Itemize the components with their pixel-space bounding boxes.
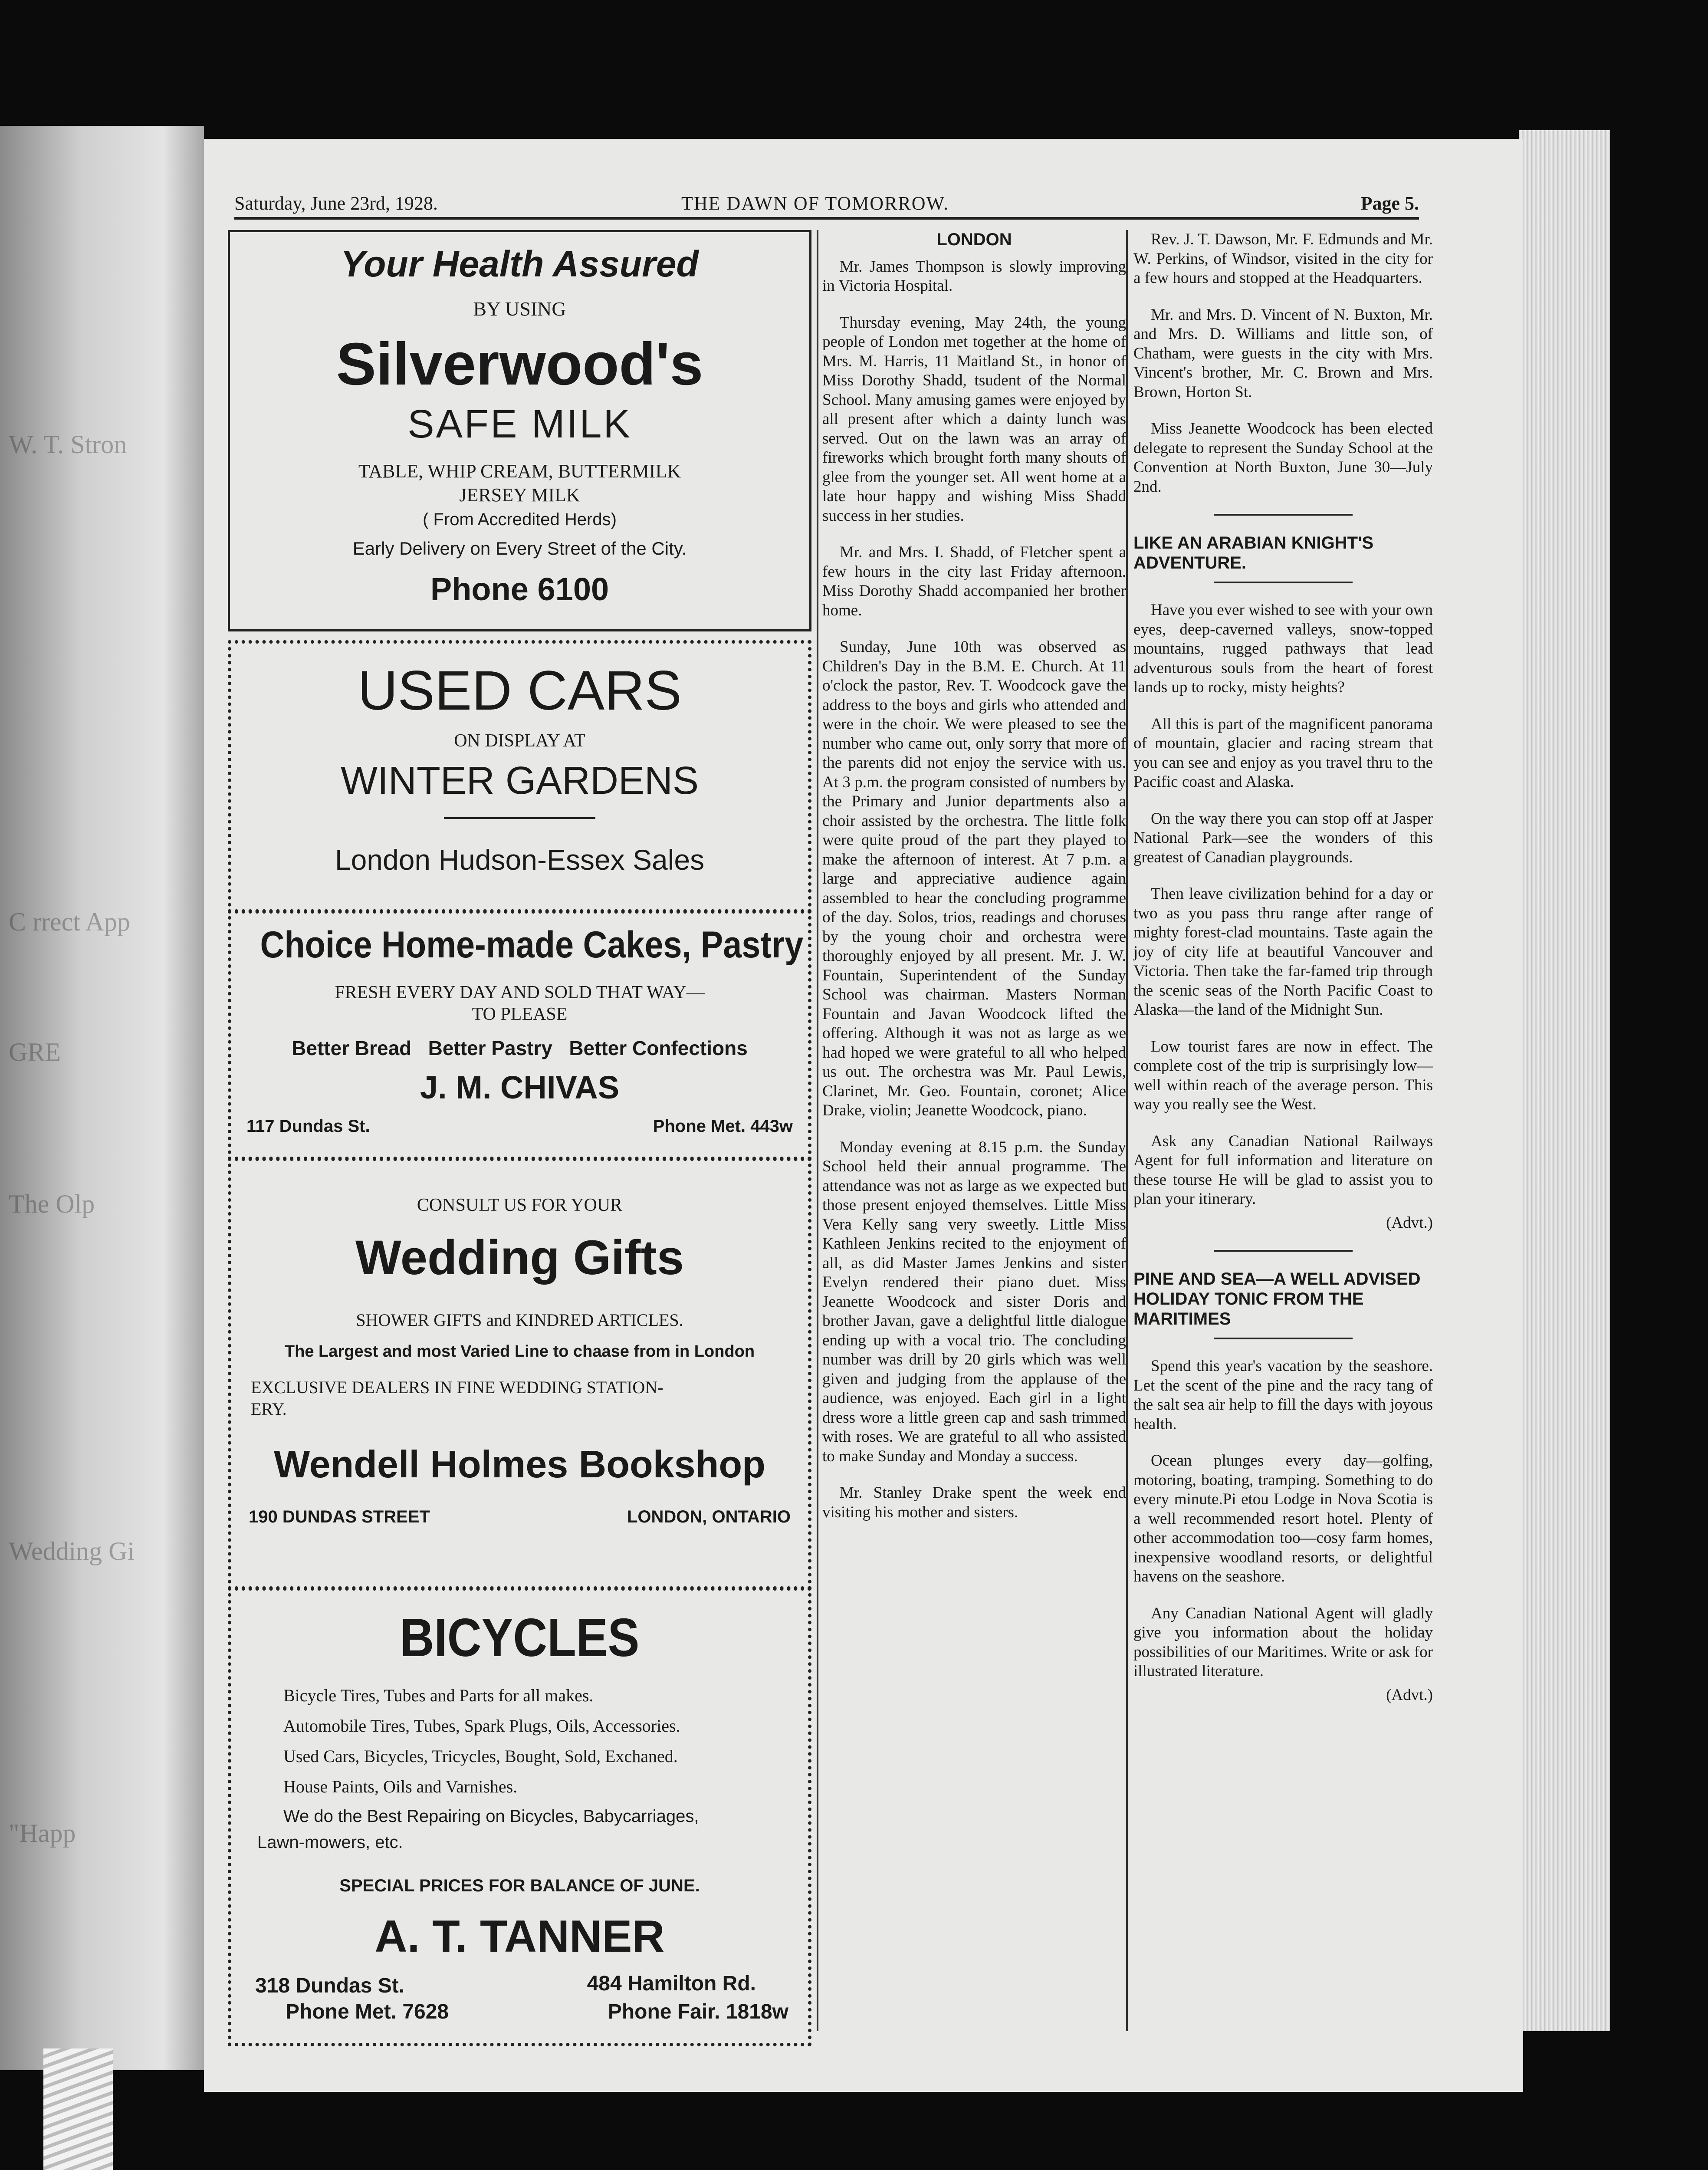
wedding-line-2: The Largest and most Varied Line to chaase from in London	[284, 1342, 755, 1361]
header-date: Saturday, June 23rd, 1928.	[234, 193, 438, 214]
wedding-address: 190 DUNDAS STREET	[249, 1507, 430, 1526]
section-rule	[1214, 514, 1353, 516]
london-heading: LONDON	[936, 230, 1012, 249]
page-header	[234, 187, 1419, 220]
arabian-knight-paragraph: Low tourist fares are now in effect. The complete cost of the trip is surprisingly low—well within reach of the average person. This way you really see the West.	[1133, 1037, 1433, 1113]
bicycles-phone-2: Phone Fair. 1818w	[608, 2000, 788, 2023]
london-news-column	[822, 230, 1126, 1539]
london-paragraph: Monday evening at 8.15 p.m. the Sunday School held their annual programme. The attendance was not as large as we expected but those present enjoyed themselves. Little Miss Vera Kelly sang very sweetly. Little Miss Kathleen Jenkins recited to the enjoyment of all, as did Master James Jenkins and sister Evelyn rendered their piano duet. Miss Jeanette Woodcock and sister Doris and brother Javan, gave a delightful little dialogue ending up with a vocal trio. The concluding number was drill by 20 girls which was well given and judging from the applause of the audience, was enjoyed. Each girl in a light dress wore a little green cap and sash trimmed with roses. We are grateful to all who assisted to make Sunday and Monday a success.	[822, 1138, 1126, 1465]
bicycles-line-6: Lawn-mowers, etc.	[257, 1833, 403, 1852]
column-rule-1	[817, 230, 818, 2031]
silverwood-tagline: Your Health Assured	[341, 243, 699, 284]
pine-and-sea-heading: PINE AND SEA—A WELL ADVISED HOLIDAY TONIC FROM THE MARITIMES	[1133, 1269, 1421, 1328]
silverwood-by-using: BY USING	[473, 298, 566, 320]
silverwood-line-1: TABLE, WHIP CREAM, BUTTERMILK	[358, 460, 681, 482]
used-cars-venue: WINTER GARDENS	[340, 759, 699, 802]
arabian-knight-paragraph: All this is part of the magnificent panorama of mountain, glacier and racing stream that you can see and enjoy as you travel thru to the Pacific coast and Alaska.	[1133, 715, 1433, 791]
bicycles-special: SPECIAL PRICES FOR BALANCE OF JUNE.	[339, 1876, 700, 1895]
london-paragraph: Mr. and Mrs. I. Shadd, of Fletcher spent a few hours in the city last Friday afternoon. Miss Dorothy Shadd accompanied her brother home.	[822, 543, 1126, 619]
used-cars-subline: ON DISPLAY AT	[454, 731, 585, 751]
section-rule	[1214, 1250, 1353, 1252]
bicycles-headline: BICYCLES	[400, 1608, 640, 1668]
wedding-line-3: EXCLUSIVE DEALERS IN FINE WEDDING STATION-	[251, 1378, 663, 1397]
pine-and-sea-paragraph: Any Canadian National Agent will gladly give you information about the holiday possibilities of our Maritimes. Write or ask for illustrated literature.	[1133, 1604, 1433, 1680]
chivas-address: 117 Dundas St.	[246, 1117, 370, 1136]
bicycles-line-1: Bicycle Tires, Tubes and Parts for all makes.	[283, 1686, 594, 1705]
chivas-bakery-ad	[228, 909, 811, 1161]
page-stack-edges	[1519, 130, 1610, 2031]
silverwood-line-3: ( From Accredited Herds)	[423, 510, 617, 529]
wedding-line-1: SHOWER GIFTS and KINDRED ARTICLES.	[356, 1310, 683, 1330]
wedding-headline: Wedding Gifts	[355, 1230, 684, 1285]
wedding-city: LONDON, ONTARIO	[627, 1507, 791, 1526]
london-paragraph: Mr. Stanley Drake spent the week end visiting his mother and sisters.	[822, 1484, 1126, 1521]
local-news-paragraph: Miss Jeanette Woodcock has been elected delegate to represent the Sunday School at the Convention at North Buxton, June 30—July 2nd.	[1133, 420, 1433, 496]
silverwood-line-2: JERSEY MILK	[459, 484, 580, 506]
used-cars-headline: USED CARS	[358, 660, 682, 722]
chivas-line-1: FRESH EVERY DAY AND SOLD THAT WAY—	[335, 983, 705, 1003]
bicycles-line-3: Used Cars, Bicycles, Tricycles, Bought, Sold, Exchaned.	[283, 1746, 678, 1766]
wedding-shop-name: Wendell Holmes Bookshop	[274, 1443, 765, 1486]
arabian-knight-heading: LIKE AN ARABIAN KNIGHT'S ADVENTURE.	[1133, 533, 1374, 572]
bicycles-ad	[228, 1586, 811, 2046]
local-news-paragraph: Mr. and Mrs. D. Vincent of N. Buxton, Mr. and Mrs. D. Williams and little son, of Chatham, were guests in the city with Mrs. Vincent's brother, Mr. C. Brown and Mrs. Brown, Horton St.	[1133, 306, 1433, 401]
bicycles-line-5: We do the Best Repairing on Bicycles, Babycarriages,	[283, 1807, 699, 1826]
silverwood-phone: Phone 6100	[430, 571, 609, 607]
chivas-name: J. M. CHIVAS	[420, 1069, 620, 1105]
header-page-number: Page 5.	[1360, 193, 1419, 214]
bicycles-address-1: 318 Dundas St.	[255, 1974, 405, 1997]
local-news-paragraph: Rev. J. T. Dawson, Mr. F. Edmunds and Mr. W. Perkins, of Windsor, visited in the city for a few hours and stopped at the Headquarters.	[1133, 230, 1433, 287]
arabian-knight-paragraph: Then leave civilization behind for a day or two as you pass thru range after range of mighty forest-clad mountains. Taste again the joy of city life at beautiful Vancouver and Victoria. Then take the far-famed trip through the scenic seas of the North Pacific Coast to Alaska—the land of the Midnight Sun.	[1133, 885, 1433, 1019]
bicycles-line-2: Automobile Tires, Tubes, Spark Plugs, Oils, Accessories.	[283, 1716, 680, 1736]
silverwood-ad	[228, 230, 811, 631]
silverwood-line-4: Early Delivery on Every Street of the City.	[352, 538, 687, 559]
right-news-column	[1133, 230, 1433, 1722]
wedding-line-4: ERY.	[251, 1399, 287, 1419]
wedding-consult: CONSULT US FOR YOUR	[417, 1195, 623, 1215]
advt-note: (Advt.)	[1386, 1686, 1433, 1704]
section-rule	[1214, 582, 1353, 583]
advt-note: (Advt.)	[1386, 1213, 1433, 1232]
arabian-knight-paragraph: On the way there you can stop off at Jasper National Park—see the wonders of this greatest of Canadian playgrounds.	[1133, 809, 1433, 866]
used-cars-ad	[228, 640, 811, 914]
section-rule	[1214, 1338, 1353, 1339]
bicycles-phone-1: Phone Met. 7628	[286, 2000, 449, 2023]
chivas-line-2: TO PLEASE	[472, 1004, 568, 1024]
london-paragraph: Thursday evening, May 24th, the young people of London met together at the home of Mrs. M. Harris, 11 Maitland St., in honor of Miss Dorothy Shadd, tsudent of the Normal School. Many amusing games were enjoyed by all present after which a dainty lunch was served. Out on the lawn was an array of fireworks which brought forth many shouts of glee from the younger set. All went home at a late hour happy and wishing Miss Shadd success in her studies.	[822, 313, 1126, 525]
bicycles-line-4: House Paints, Oils and Varnishes.	[283, 1777, 518, 1796]
chivas-phone: Phone Met. 443w	[653, 1117, 793, 1136]
column-rule-2	[1126, 230, 1128, 2031]
london-paragraph: Sunday, June 10th was observed as Children's Day in the B.M. E. Church. At 11 o'clock the pastor, Rev. T. Woodcock gave the address to the boys and girls who attended and were in the choir. We were pleased to see the number who came out, only sorry that more of the parents did not enjoy the service with us. At 3 p.m. the program consisted of numbers by the Primary and Junior departments also a choir assisted by the orchestra. The little folk were quite proud of the part they played to make the afternoon of interest. At 7 p.m. a large and appreciative audience again assembled to hear the concluding programme of the day. Solos, trios, readings and choruses by the young choir and orchestra were thoroughly enjoyed by all present. Mr. J. W. Fountain, Superintendent of the Sunday School was chairman. Masters Norman Fountain and Javan Woodcock lifted the offering. Although it was not as large as we had hoped we were grateful to all who helped us out. The orchestra was Mr. Paul Lewis, Clarinet, Mr. Geo. Fountain, coronet; Alice Drake, violin; Jeanette Woodcock, piano.	[822, 638, 1126, 1119]
chivas-items: Better Bread Better Pastry Better Confections	[292, 1037, 748, 1059]
bicycles-address-2: 484 Hamilton Rd.	[587, 1972, 756, 1995]
bicycles-dealer-name: A. T. TANNER	[374, 1911, 665, 1962]
torn-paper-corner	[43, 2048, 113, 2170]
facing-page-edge: W. T. Stron C rrect App GRE The Olp Wedding Gi "Happ	[0, 126, 204, 2070]
arabian-knight-paragraph: Ask any Canadian National Railways Agent for full information and literature on these tourse He will be glad to assist you to plan your itinerary.	[1133, 1132, 1433, 1208]
london-paragraph: Mr. James Thompson is slowly improving in Victoria Hospital.	[822, 257, 1126, 295]
used-cars-rule	[444, 817, 595, 819]
used-cars-dealer: London Hudson-Essex Sales	[335, 844, 705, 876]
silverwood-product: SAFE MILK	[407, 402, 632, 446]
silverwood-brand: Silverwood's	[336, 331, 703, 398]
arabian-knight-paragraph: Have you ever wished to see with your own eyes, deep-caverned valleys, snow-topped mountains, rugged pathways that lead adventurous souls from the heart of forest lands up to rocky, misty heights?	[1133, 601, 1433, 696]
pine-and-sea-paragraph: Spend this year's vacation by the seashore. Let the scent of the pine and the racy tang of the salt sea air help to fill the days with joyous health.	[1133, 1357, 1433, 1433]
header-title: THE DAWN OF TOMORROW.	[681, 193, 949, 214]
pine-and-sea-paragraph: Ocean plunges every day—golfing, motoring, boating, tramping. Something to do every minute.Pi etou Lodge in Nova Scotia is a well recommended resort hotel. Plenty of other accommodation too—cosy farm homes, inexpensive woodland resorts, or delightful havens on the seashore.	[1133, 1452, 1433, 1585]
wedding-gifts-ad	[228, 1157, 811, 1591]
chivas-headline: Choice Home-made Cakes, Pastry	[260, 924, 804, 966]
